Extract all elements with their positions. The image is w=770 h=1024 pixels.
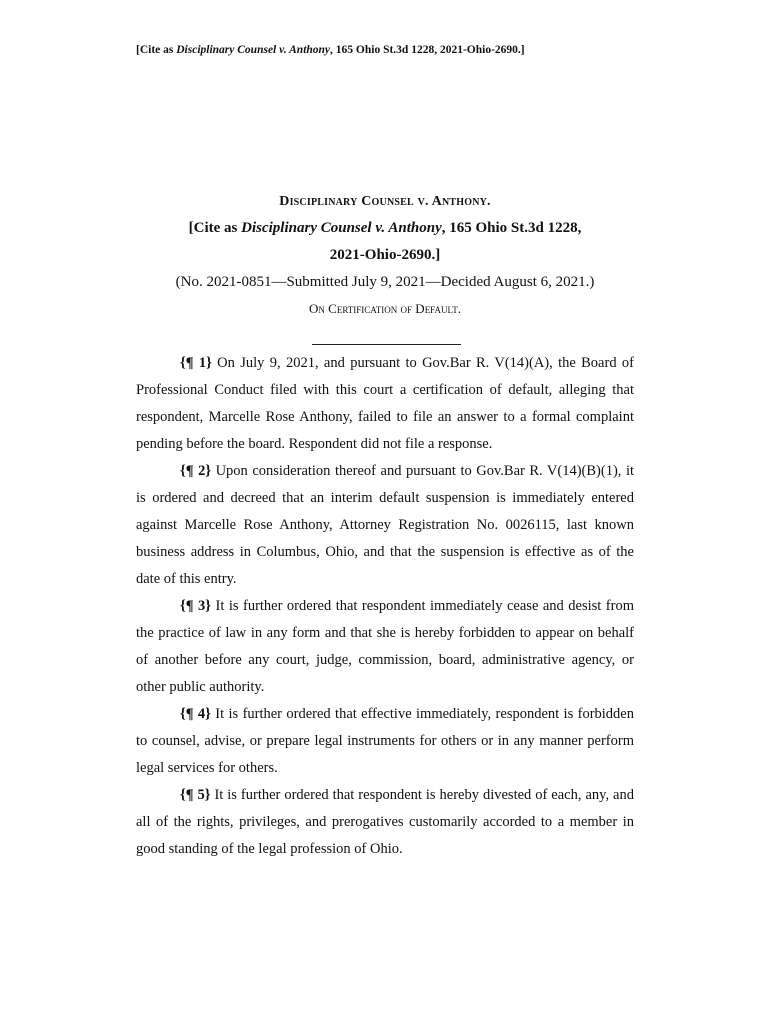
paragraph-marker: {¶ 4} xyxy=(180,706,211,722)
proceeding-line: On Certification of Default. xyxy=(309,301,461,316)
paragraph-marker: {¶ 2} xyxy=(180,463,212,479)
docket-line: (No. 2021-0851—Submitted July 9, 2021—Decided August 6, 2021.) xyxy=(175,274,595,290)
citation-prefix: [Cite as xyxy=(188,220,242,236)
running-head xyxy=(136,44,525,56)
paragraph-text: Upon consideration thereof and pursuant to Gov.Bar R. V(14)(B)(1), it is ordered and decreed that an interim default suspension is immediately entered against Marcelle Rose Anthony, Attorney Registration No. 0026115, last known business address in Columbus, Ohio, and that the suspension is effective as of the date of this entry. xyxy=(136,463,635,587)
running-head-case-name: Disciplinary Counsel v. Anthony xyxy=(176,44,331,56)
paragraph-2 xyxy=(136,458,634,593)
running-head-suffix: , 165 Ohio St.3d 1228, 2021-Ohio-2690.] xyxy=(330,44,525,56)
paragraph-text: It is further ordered that effective immediately, respondent is forbidden to counsel, advise, or prepare legal instruments for others or in any manner perform legal services for others. xyxy=(136,706,634,776)
paragraph-text: It is further ordered that respondent is hereby divested of each, any, and all of the rights, privileges, and prerogatives customarily accorded to a member in good standing of the legal profession of Ohio. xyxy=(136,787,634,857)
paragraph-marker: {¶ 1} xyxy=(180,355,212,371)
separator-rule xyxy=(312,344,461,345)
paragraph-3 xyxy=(136,593,634,701)
running-head-prefix: [Cite as xyxy=(136,44,177,56)
paragraph-marker: {¶ 3} xyxy=(180,598,211,614)
paragraph-4 xyxy=(136,701,634,782)
citation-case-name: Disciplinary Counsel v. Anthony xyxy=(241,220,442,236)
paragraph-5 xyxy=(136,782,634,863)
paragraph-text: On July 9, 2021, and pursuant to Gov.Bar R. V(14)(A), the Board of Professional Conduct filed with this court a certification of default, alleging that respondent, Marcelle Rose Anthony, failed to file an answer to a formal complaint pending before the board. Respondent did not file a response. xyxy=(136,355,634,452)
citation-suffix: , 165 Ohio St.3d 1228, xyxy=(441,220,582,236)
paragraph-marker: {¶ 5} xyxy=(180,787,211,803)
opinion-body xyxy=(136,350,634,863)
case-title: Disciplinary Counsel v. Anthony. xyxy=(279,194,491,209)
paragraph-text: It is further ordered that respondent immediately cease and desist from the practice of law in any form and that she is hereby forbidden to appear on behalf of another before any court, judge, commission, board, administrative agency, or other public authority. xyxy=(136,598,634,695)
citation-line-1 xyxy=(0,220,770,237)
paragraph-1 xyxy=(136,350,634,458)
citation-line-2: 2021-Ohio-2690.] xyxy=(329,247,441,263)
